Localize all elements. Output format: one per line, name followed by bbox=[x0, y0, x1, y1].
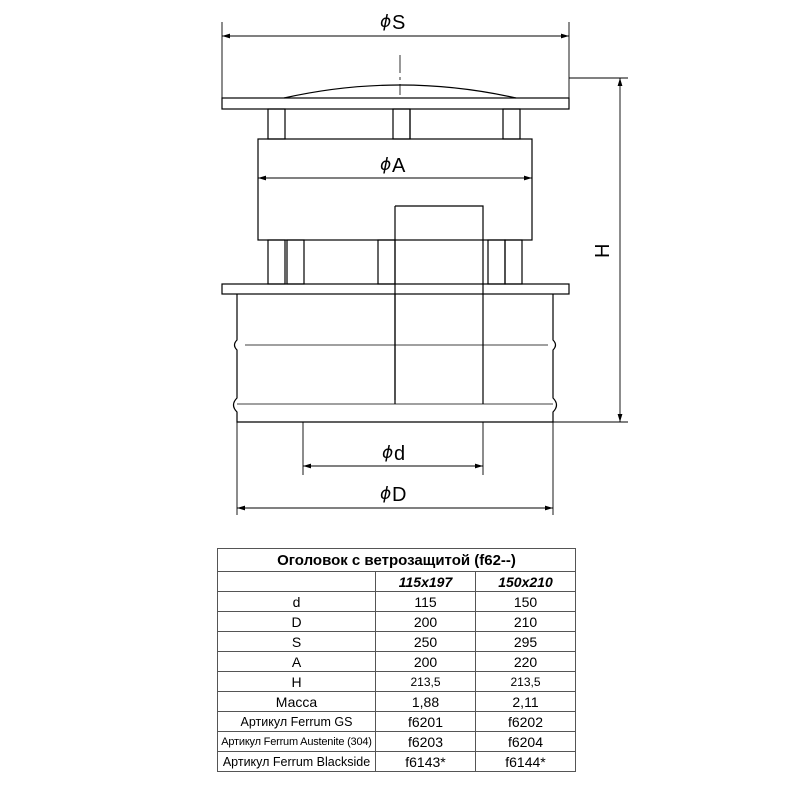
row-label: Артикул Ferrum GS bbox=[218, 712, 376, 732]
table-row bbox=[218, 672, 576, 692]
row-value: f6143* bbox=[376, 752, 476, 772]
dim-d-large-label: D bbox=[392, 484, 407, 506]
header-cell-empty bbox=[218, 572, 376, 592]
row-value: f6144* bbox=[476, 752, 576, 772]
table-row bbox=[218, 592, 576, 612]
table-header-row bbox=[218, 572, 576, 592]
dim-h-label: H bbox=[592, 243, 614, 258]
row-value: 200 bbox=[376, 612, 476, 632]
row-value: f6204 bbox=[476, 732, 576, 752]
row-label: Артикул Ferrum Blackside bbox=[218, 752, 376, 772]
row-label: Артикул Ferrum Austenite (304) bbox=[218, 732, 376, 752]
dimensions bbox=[222, 22, 628, 515]
header-cell-size-1: 115x197 bbox=[376, 572, 476, 592]
table-row bbox=[218, 632, 576, 652]
phi-symbol-a: ϕ bbox=[380, 155, 392, 175]
row-value: 1,88 bbox=[376, 692, 476, 712]
row-label: A bbox=[218, 652, 376, 672]
table-row bbox=[218, 612, 576, 632]
phi-symbol-s: ϕ bbox=[380, 12, 392, 32]
row-value: 250 bbox=[376, 632, 476, 652]
row-value: 115 bbox=[376, 592, 476, 612]
phi-symbol-d: ϕ bbox=[382, 443, 394, 463]
table-row bbox=[218, 692, 576, 712]
row-label: H bbox=[218, 672, 376, 692]
phi-symbol-dd: ϕ bbox=[380, 484, 392, 504]
cap-outline bbox=[222, 85, 569, 422]
row-label: d bbox=[218, 592, 376, 612]
row-value: 210 bbox=[476, 612, 576, 632]
dim-a-label: A bbox=[392, 155, 406, 177]
row-value: f6201 bbox=[376, 712, 476, 732]
row-value: 295 bbox=[476, 632, 576, 652]
row-label: Масса bbox=[218, 692, 376, 712]
row-label: S bbox=[218, 632, 376, 652]
table-row bbox=[218, 652, 576, 672]
row-label: D bbox=[218, 612, 376, 632]
row-value: f6203 bbox=[376, 732, 476, 752]
row-value: 2,11 bbox=[476, 692, 576, 712]
table-title: Оголовок с ветрозащитой (f62--) bbox=[218, 549, 576, 572]
table-row bbox=[218, 732, 576, 752]
row-value: 213,5 bbox=[476, 672, 576, 692]
table-row bbox=[218, 712, 576, 732]
table-row bbox=[218, 752, 576, 772]
row-value: f6202 bbox=[476, 712, 576, 732]
dim-d-small-label: d bbox=[394, 443, 406, 465]
spec-table bbox=[217, 548, 576, 772]
dim-s-label: S bbox=[392, 12, 406, 34]
row-value: 220 bbox=[476, 652, 576, 672]
row-value: 150 bbox=[476, 592, 576, 612]
row-value: 200 bbox=[376, 652, 476, 672]
header-cell-size-2: 150x210 bbox=[476, 572, 576, 592]
top-plate bbox=[222, 98, 569, 109]
row-value: 213,5 bbox=[376, 672, 476, 692]
